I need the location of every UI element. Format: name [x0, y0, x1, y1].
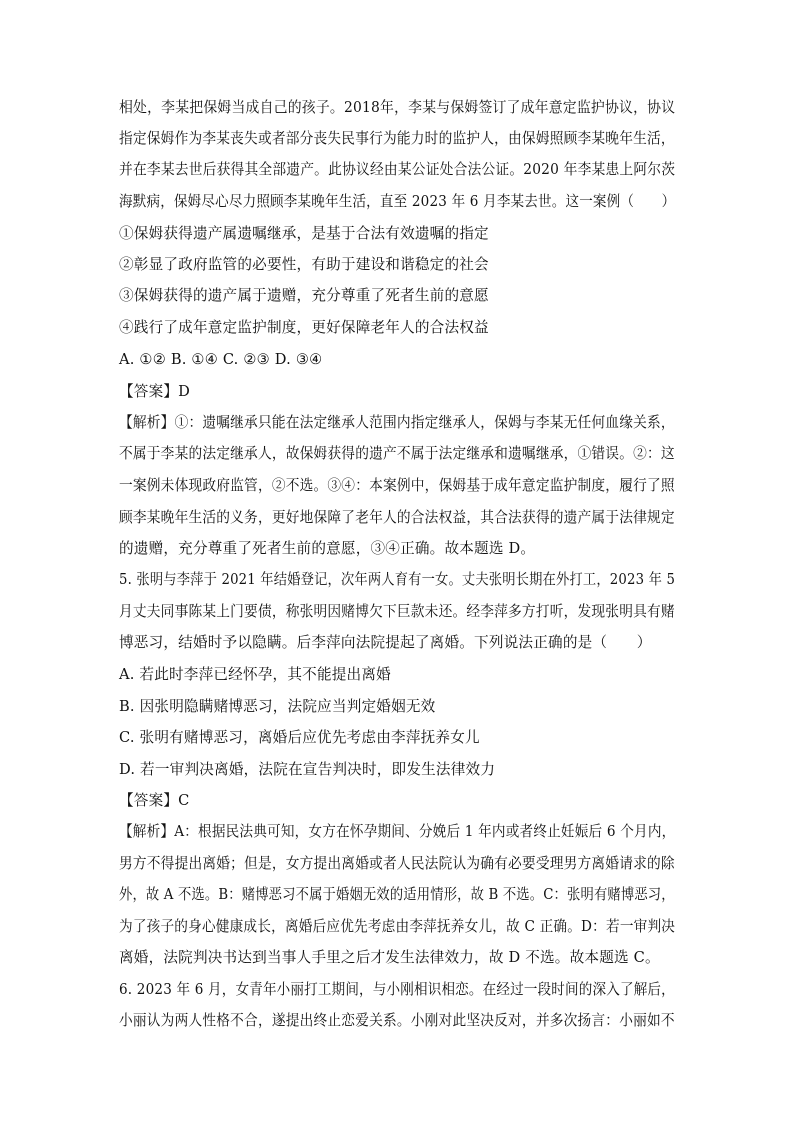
- option-line: B. 因张明隐瞒赌博恶习，法院应当判定婚姻无效: [119, 698, 436, 715]
- option-line: ③保姆获得的遗产属于遗赠，充分尊重了死者生前的意愿: [119, 287, 489, 304]
- analysis-line: 不属于李某的法定继承人，故保姆获得的遗产不属于法定继承和遗嘱继承，①错误。②：这: [119, 445, 675, 462]
- answer-line: 【答案】C: [119, 792, 190, 809]
- analysis-line: 外，故 A 不选。B：赌博恶习不属于婚姻无效的适用情形，故 B 不选。C：张明有赌博恶习，: [119, 886, 675, 903]
- analysis-line: 离婚，法院判决书达到当事人手里之后才发生法律效力，故 D 不选。故本题选 C。: [119, 949, 660, 966]
- question-line: 月丈夫同事陈某上门要债，称张明因赌博欠下巨款未还。经李萍多方打听，发现张明具有赌: [119, 603, 675, 620]
- answer-line: 【答案】D: [119, 383, 191, 400]
- analysis-line: 顾李某晚年生活的义务，更好地保障了老年人的合法权益，其合法获得的遗产属于法律规定: [119, 509, 675, 526]
- option-line: C. 张明有赌博恶习，离婚后应优先考虑由李萍抚养女儿: [119, 729, 480, 746]
- option-line: ④践行了成年意定监护制度，更好保障老年人的合法权益: [119, 319, 489, 336]
- analysis-line: 一案例未体现政府监管，②不选。③④：本案例中，保姆基于成年意定监护制度，履行了照: [119, 477, 675, 494]
- analysis-line: 【解析】A：根据民法典可知，女方在怀孕期间、分娩后 1 年内或者终止妊娠后 6 个月内，: [119, 823, 676, 840]
- option-line: ②彰显了政府监管的必要性，有助于建设和谐稳定的社会: [119, 256, 489, 273]
- question-line: 6. 2023 年 6 月，女青年小丽打工期间，与小刚相识相恋。在经过一段时间的深入了解后，: [119, 981, 675, 998]
- paragraph-line: 海默病，保姆尽心尽力照顾李某晚年生活，直至 2023 年 6 月李某去世。这一案例（ ）: [119, 193, 676, 210]
- option-line: ①保姆获得遗产属遗嘱继承，是基于合法有效遗嘱的指定: [119, 225, 489, 242]
- option-line: D. 若一审判决离婚，法院在宣告判决时，即发生法律效力: [119, 761, 496, 778]
- paragraph-line: 指定保姆作为李某丧失或者部分丧失民事行为能力时的监护人，由保姆照顾李某晚年生活，: [119, 130, 675, 147]
- analysis-line: 男方不得提出离婚；但是，女方提出离婚或者人民法院认为确有必要受理男方离婚请求的除: [119, 855, 675, 872]
- question-line: 博恶习，结婚时予以隐瞒。后李萍向法院提起了离婚。下列说法正确的是（ ）: [119, 634, 652, 651]
- paragraph-line: 并在李某去世后获得其全部遗产。此协议经由某公证处合法公证。2020 年李某患上阿尔茨: [119, 161, 676, 178]
- analysis-line: 【解析】①：遗嘱继承只能在法定继承人范围内指定继承人，保姆与李某无任何血缘关系，: [119, 414, 675, 431]
- analysis-line: 的遗赠，充分尊重了死者生前的意愿，③④正确。故本题选 D。: [119, 540, 536, 557]
- choices-line: A. ①② B. ①④ C. ②③ D. ③④: [119, 351, 323, 368]
- question-line: 5. 张明与李萍于 2021 年结婚登记，次年两人育有一女。丈夫张明长期在外打工，2023 年 5: [119, 571, 676, 588]
- analysis-line: 为了孩子的身心健康成长，离婚后应优先考虑由李萍抚养女儿，故 C 正确。D：若一审判决: [119, 918, 676, 935]
- option-line: A. 若此时李萍已经怀孕，其不能提出离婚: [119, 666, 391, 683]
- paragraph-line: 相处，李某把保姆当成自己的孩子。2018年，李某与保姆签订了成年意定监护协议，协议: [119, 99, 676, 116]
- question-line: 小丽认为两人性格不合，遂提出终止恋爱关系。小刚对此坚决反对，并多次扬言：小丽如不: [119, 1012, 675, 1029]
